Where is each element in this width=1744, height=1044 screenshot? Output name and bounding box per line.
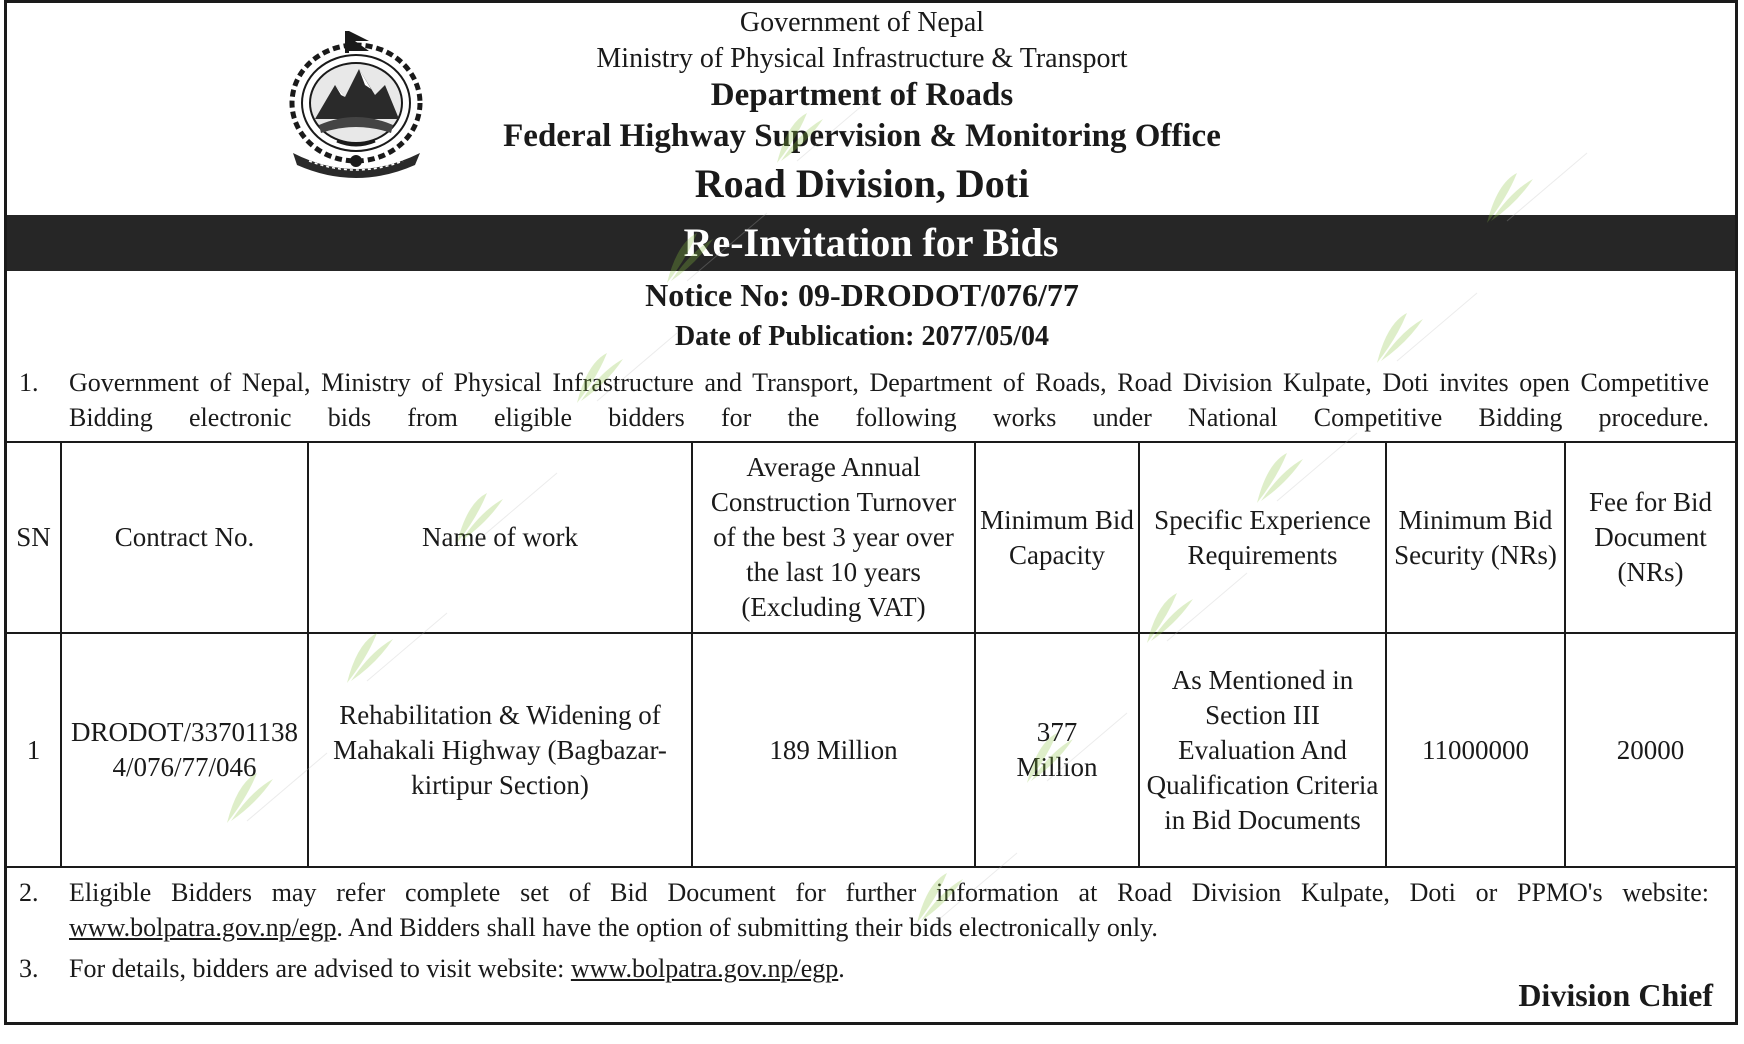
paragraph-text [69, 951, 1709, 986]
table-row [7, 633, 1735, 867]
notice-number: Notice No: 09-DRODOT/076/77 [645, 277, 1079, 313]
paragraph-number: 2. [19, 878, 39, 907]
header-turnover: Average Annual Construction Turnover of the best 3 year over the last 10 years (Excluding VAT) [692, 442, 975, 633]
cell-experience: As Mentioned in Section III Evaluation And Qualification Criteria in Bid Documents [1139, 633, 1386, 867]
header-sn: SN [7, 442, 61, 633]
title-banner: Re-Invitation for Bids [7, 215, 1735, 271]
paragraph-text [69, 875, 1709, 945]
cell-contract-no: DRODOT/337011384/076/77/046 [61, 633, 308, 867]
paragraph-number: 1. [19, 368, 39, 397]
office-heading: Federal Highway Supervision & Monitoring Office [503, 118, 1221, 154]
notice-frame [4, 0, 1738, 1025]
paragraph-text: Government of Nepal, Ministry of Physical Infrastructure and Transport, Department of Roads, Road Division Kulpate, Doti invites open Competitive Bidding electronic bids from eligible bidders for the following works under National Competitive Bidding procedure. [69, 368, 1709, 432]
government-heading: Government of Nepal [739, 7, 985, 38]
paragraph-2 [19, 875, 1709, 945]
bolpatra-link[interactable]: www.bolpatra.gov.np/egp [69, 913, 337, 942]
table-header-row [7, 442, 1735, 633]
signature: Division Chief [1518, 977, 1713, 1013]
paragraph-text-part: . [838, 954, 845, 983]
cell-bid-security: 11000000 [1386, 633, 1565, 867]
header-fee: Fee for Bid Document (NRs) [1565, 442, 1735, 633]
paragraph-1 [19, 365, 1709, 435]
publication-date: Date of Publication: 2077/05/04 [674, 321, 1050, 352]
division-heading: Road Division, Doti [694, 161, 1030, 206]
header-name-of-work: Name of work [308, 442, 692, 633]
header-experience: Specific Experience Requirements [1139, 442, 1386, 633]
header-contract-no: Contract No. [61, 442, 308, 633]
paragraph-text-part: For details, bidders are advised to visit website: [69, 954, 571, 983]
cell-bid-capacity: 377 Million [975, 633, 1139, 867]
cell-fee: 20000 [1565, 633, 1735, 867]
department-heading: Department of Roads [710, 77, 1014, 113]
cell-sn: 1 [7, 633, 61, 867]
header-bid-capacity: Minimum Bid Capacity [975, 442, 1139, 633]
paragraph-number: 3. [19, 954, 39, 983]
paragraph-3 [19, 951, 1709, 986]
cell-turnover: 189 Million [692, 633, 975, 867]
paragraph-text-part: Eligible Bidders may refer complete set of Bid Document for further information at Road Division Kulpate, Doti or PPMO's website: [69, 878, 1709, 907]
bid-table [7, 441, 1735, 868]
bolpatra-link[interactable]: www.bolpatra.gov.np/egp [570, 954, 839, 983]
header-bid-security: Minimum Bid Security (NRs) [1386, 442, 1565, 633]
cell-name-of-work: Rehabilitation & Widening of Mahakali Highway (Bagbazar- kirtipur Section) [308, 633, 692, 867]
paragraph-text-part: . And Bidders shall have the option of submitting their bids electronically only. [336, 913, 1158, 942]
ministry-heading: Ministry of Physical Infrastructure & Transport [596, 43, 1128, 74]
